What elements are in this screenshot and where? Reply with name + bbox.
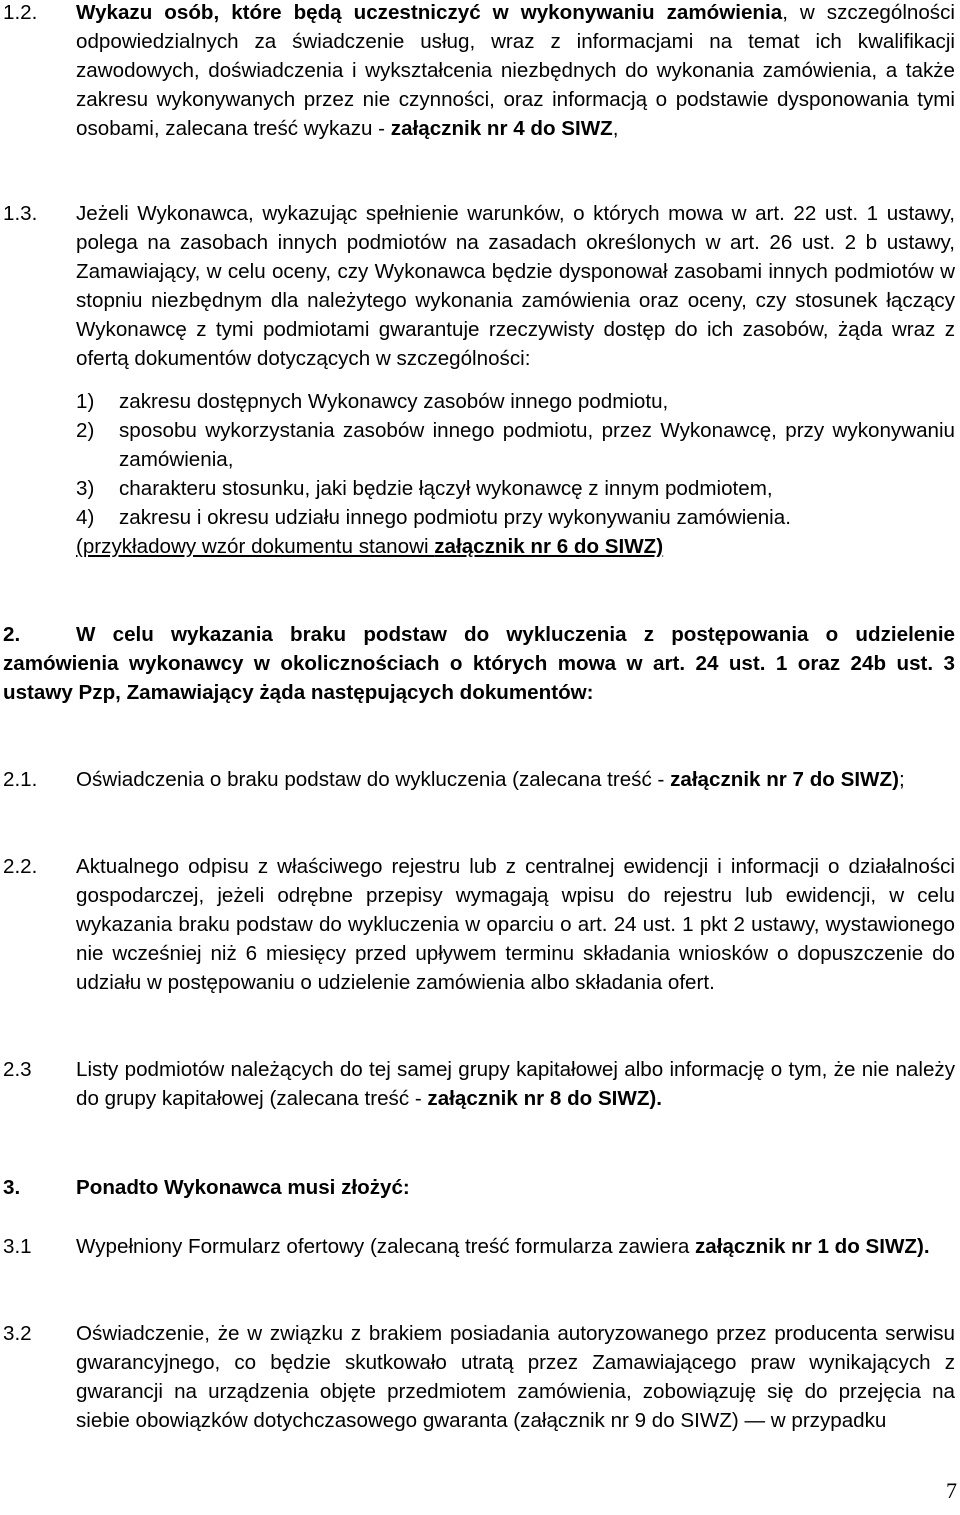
section-number: 3.1 <box>3 1235 32 1258</box>
section-number: 1.2. <box>3 1 38 24</box>
section-text: Wypełniony Formularz ofertowy (zalecaną treść formularza zawiera załącznik nr 1 do SIWZ). <box>76 1235 930 1258</box>
list-item: 2) sposobu wykorzystania zasobów innego podmiotu, przez Wykonawcę, przy wykonywaniu zamówienia, <box>76 419 955 471</box>
section-text: Wykazu osób, które będą uczestniczyć w wykonywaniu zamówienia, w szczególności odpowiedzialnych za świadczenie usług, wraz z informacjami na temat ich kwalifikacji zawodowych, doświadczenia i wykształcenia niezbędnych do wykonania zamówienia, a także zakresu wykonywanych przez nie czynności, oraz informacją o podstawie dysponowania tymi osobami, zalecana treść wykazu - załącznik nr 4 do SIWZ, <box>76 1 955 140</box>
section-2-1 <box>3 765 955 794</box>
section-2-3 <box>3 1055 955 1113</box>
section-text: W celu wykazania braku podstaw do wykluczenia z postępowania o udzielenie zamówienia wykonawcy w okolicznościach o których mowa w art. 24 ust. 1 oraz 24b ust. 3 ustawy Pzp, Zamawiający żąda następujących dokumentów: <box>3 623 955 704</box>
section-text: Listy podmiotów należących do tej samej grupy kapitałowej albo informację o tym, że nie należy do grupy kapitałowej (zalecana treść - załącznik nr 8 do SIWZ). <box>76 1058 955 1110</box>
section-text <box>76 199 955 561</box>
section-number: 2. <box>3 623 21 646</box>
section-number: 1.3. <box>3 202 38 225</box>
section-number: 2.1. <box>3 768 38 791</box>
section-3 <box>3 1173 955 1202</box>
section-text: Ponadto Wykonawca musi złożyć: <box>76 1176 410 1199</box>
section-number: 2.3 <box>3 1058 32 1081</box>
list-item: 4) zakresu i okresu udziału innego podmiotu przy wykonywaniu zamówienia. <box>76 506 791 529</box>
section-number: 3. <box>3 1176 21 1199</box>
page-number: 7 <box>946 1478 957 1503</box>
section-text: Oświadczenie, że w związku z brakiem posiadania autoryzowanego przez producenta serwisu gwarancyjnego, co będzie skutkowało utratą przez Zamawiającego praw wynikających z gwarancji na urządzenia objęte przedmiotem zamówienia, zobowiązuję się do przejęcia na siebie obowiązków dotychczasowego gwaranta (załącznik nr 9 do SIWZ) — w przypadku <box>76 1322 955 1432</box>
section-1-2 <box>3 0 955 143</box>
section-3-1 <box>3 1232 955 1261</box>
section-number: 3.2 <box>3 1322 32 1345</box>
section-paragraph: Jeżeli Wykonawca, wykazując spełnienie warunków, o których mowa w art. 22 ust. 1 ustawy, polega na zasobach innych podmiotów na zasadach określonych w art. 26 ust. 2 b ustawy, Zamawiający, w celu oceny, czy Wykonawca będzie dysponował zasobami innych podmiotów w stopniu niezbędnym dla należytego wykonania zamówienia oraz oceny, czy stosunek łączący Wykonawcę z tymi podmiotami gwarantuje rzeczywisty dostęp do ich zasobów, żąda wraz z ofertą dokumentów dotyczących w szczególności: <box>76 202 955 370</box>
section-1-3 <box>3 199 955 561</box>
list-item: 1) zakresu dostępnych Wykonawcy zasobów innego podmiotu, <box>76 390 669 413</box>
section-2-2 <box>3 852 955 997</box>
section-number: 2.2. <box>3 855 38 878</box>
section-text: Oświadczenia o braku podstaw do wykluczenia (zalecana treść - załącznik nr 7 do SIWZ); <box>76 768 905 791</box>
section-text: Aktualnego odpisu z właściwego rejestru lub z centralnej ewidencji i informacji o działalności gospodarczej, jeżeli odrębne przepisy wymagają wpisu do rejestru lub ewidencji, w celu wykazania braku podstaw do wykluczenia w oparciu o art. 24 ust. 1 pkt 2 ustawy, wystawionego nie wcześniej niż 6 miesięcy przed upływem terminu składania wniosków o dopuszczenie do udziału w postępowaniu o udzielenie zamówienia albo składania ofert. <box>76 855 955 994</box>
section-3-2 <box>3 1319 955 1435</box>
section-2 <box>3 620 955 707</box>
list-item: 3) charakteru stosunku, jaki będzie łączył wykonawcę z innym podmiotem, <box>76 477 773 500</box>
example-note: (przykładowy wzór dokumentu stanowi załącznik nr 6 do SIWZ) <box>76 535 664 558</box>
